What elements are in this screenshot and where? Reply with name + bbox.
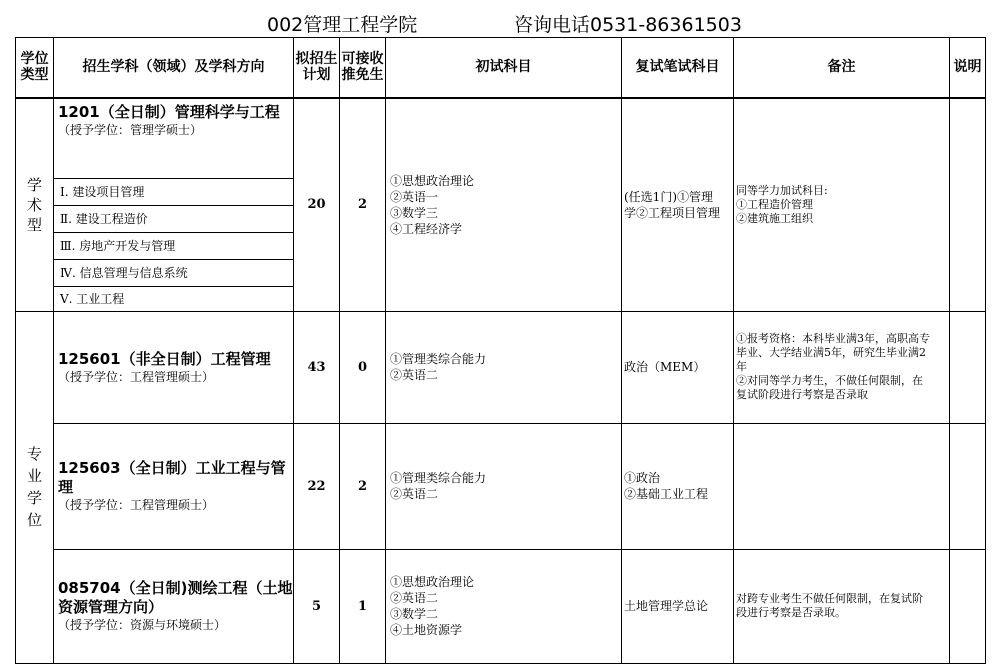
table-row — [16, 549, 986, 663]
remarks-cell: ①报考资格：本科毕业满3年，高职高专 毕业、大学结业满5年，研究生毕业满2 年 ②对同等学力考生，不做任何限制，在 复试阶段进行考察是否录取 — [734, 311, 950, 423]
degree-type-cell: 专业学位 — [16, 311, 54, 663]
table-row — [16, 423, 986, 549]
direction-item: Ⅲ. 房地产开发与管理 — [54, 233, 293, 260]
retest-cell: ①政治 ②基础工业工程 — [622, 423, 734, 549]
direction-item: Ⅳ. 信息管理与信息系统 — [54, 260, 293, 287]
page-header — [0, 10, 997, 38]
retest-cell: 土地管理学总论 — [622, 549, 734, 663]
program-title: 1201（全日制）管理科学与工程 — [58, 102, 280, 121]
program-title: 085704（全日制)测绘工程（土地资源管理方向） — [58, 579, 293, 616]
header-initial-exam: 初试科目 — [386, 38, 622, 98]
admissions-table — [15, 37, 986, 664]
header-retest: 复试笔试科目 — [622, 38, 734, 98]
header-notes: 说明 — [950, 38, 986, 98]
notes-cell — [950, 549, 986, 663]
exempt-value: 1 — [340, 549, 386, 663]
header-degree-type: 学位类型 — [16, 38, 54, 98]
program-cell — [54, 423, 294, 549]
program-cell — [54, 98, 294, 312]
notes-cell — [950, 98, 986, 312]
plan-value: 43 — [294, 311, 340, 423]
plan-value: 5 — [294, 549, 340, 663]
program-cell — [54, 311, 294, 423]
program-degree: （授予学位：资源与环境硕士） — [58, 618, 227, 632]
retest-cell: 政治（MEM） — [622, 311, 734, 423]
exempt-value: 2 — [340, 423, 386, 549]
program-degree: （授予学位：管理学硕士） — [58, 122, 203, 137]
initial-exam-cell: ①思想政治理论 ②英语二 ③数学二 ④土地资源学 — [386, 549, 622, 663]
table-row — [16, 311, 986, 423]
notes-cell — [950, 423, 986, 549]
initial-exam-cell: ①管理类综合能力 ②英语二 — [386, 423, 622, 549]
program-heading — [54, 99, 293, 179]
remarks-cell: 对跨专业考生不做任何限制，在复试阶 段进行考察是否录取。 — [734, 549, 950, 663]
program-degree: （授予学位：工程管理硕士） — [58, 498, 215, 512]
program-title: 125601（非全日制）工程管理 — [58, 349, 271, 368]
header-program: 招生学科（领域）及学科方向 — [54, 38, 294, 98]
initial-exam-cell: ①管理类综合能力 ②英语二 — [386, 311, 622, 423]
remarks-cell: 同等学力加试科目: ①工程造价管理 ②建筑施工组织 — [734, 98, 950, 312]
exempt-value: 0 — [340, 311, 386, 423]
contact-phone: 咨询电话0531-86361503 — [514, 14, 742, 36]
exempt-value: 2 — [340, 98, 386, 312]
direction-item: Ⅱ. 建设工程造价 — [54, 206, 293, 233]
remarks-cell — [734, 423, 950, 549]
retest-cell: (任选1门)①管理 学②工程项目管理 — [622, 98, 734, 312]
table-row — [16, 98, 986, 312]
program-title: 125603（全日制）工业工程与管理 — [58, 459, 286, 496]
plan-value: 20 — [294, 98, 340, 312]
direction-item: Ⅴ. 工业工程 — [60, 291, 125, 306]
degree-type-cell: 学术型 — [16, 98, 54, 312]
direction-item: Ⅰ. 建设项目管理 — [54, 179, 293, 206]
initial-exam-cell: ①思想政治理论 ②英语一 ③数学三 ④工程经济学 — [386, 98, 622, 312]
header-remarks: 备注 — [734, 38, 950, 98]
header-plan: 拟招生计划 — [294, 38, 340, 98]
program-degree: （授予学位：工程管理硕士） — [58, 369, 215, 384]
plan-value: 22 — [294, 423, 340, 549]
college-title: 002管理工程学院 — [267, 14, 418, 36]
program-cell — [54, 549, 294, 663]
notes-cell — [950, 311, 986, 423]
header-exempt: 可接收推免生 — [340, 38, 386, 98]
